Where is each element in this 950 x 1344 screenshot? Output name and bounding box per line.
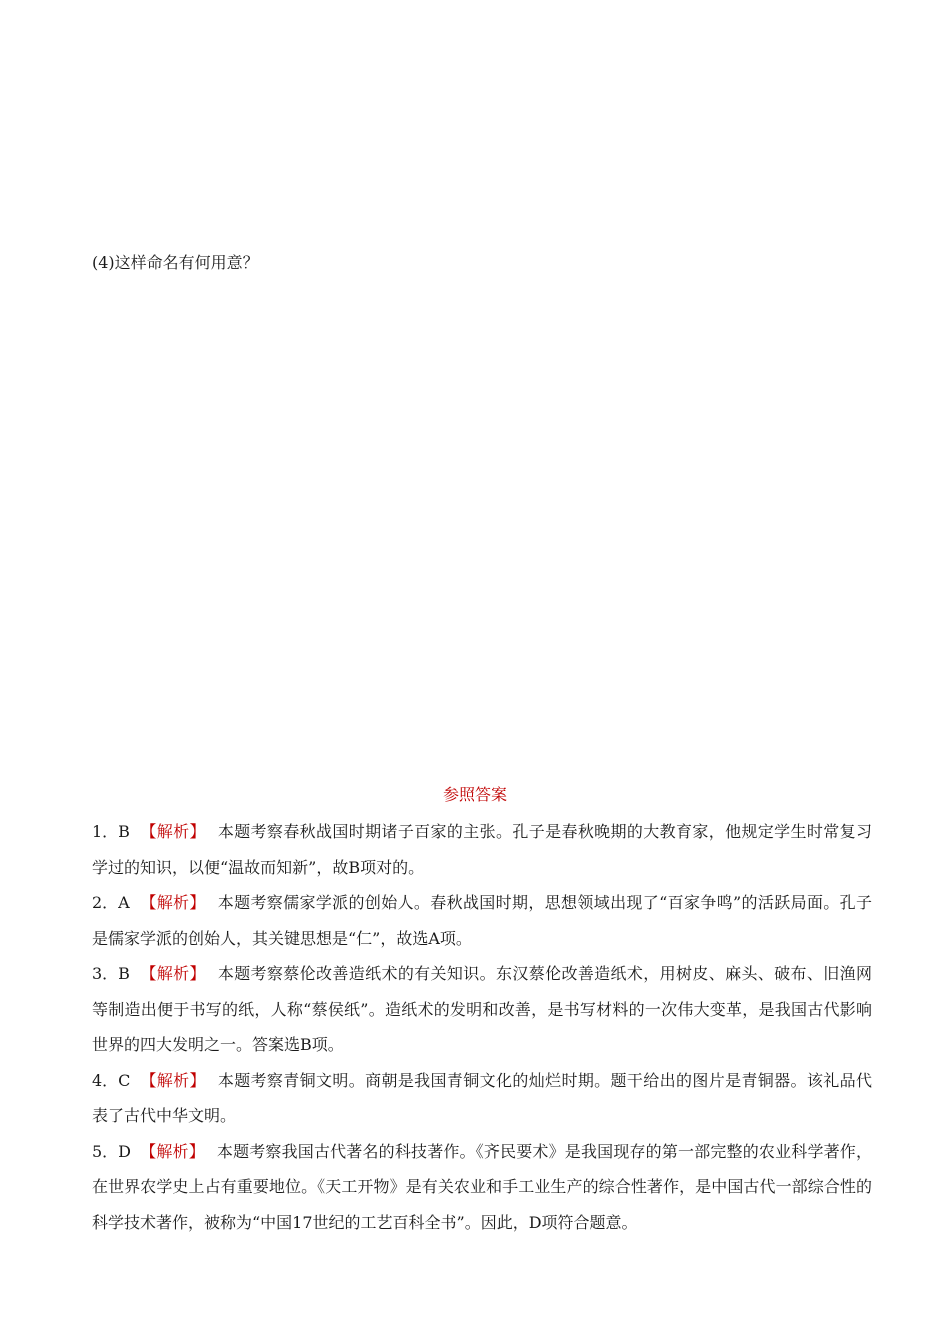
answer-number: 3．B [92, 964, 130, 983]
answer-item [92, 814, 872, 885]
answer-item [92, 956, 872, 1063]
analysis-tag: 【解析】 [140, 1070, 206, 1090]
answer-text: 本题考察青铜文明。商朝是我国青铜文化的灿烂时期。题干给出的图片是青铜器。该礼品代表了古代中华文明。 [92, 1070, 872, 1125]
answer-text: 本题考察儒家学派的创始人。春秋战国时期，思想领域出现了“百家争鸣”的活跃局面。孔子是儒家学派的创始人，其关键思想是“仁”，故选A项。 [92, 893, 872, 948]
answer-text: 本题考察春秋战国时期诸子百家的主张。孔子是春秋晚期的大教育家，他规定学生时常复习学过的知识，以便“温故而知新”，故B项对的。 [92, 822, 872, 877]
analysis-tag: 【解析】 [140, 1141, 205, 1161]
answer-number: 5．D [92, 1141, 132, 1161]
answer-item [92, 885, 872, 956]
answer-number: 2．A [92, 893, 130, 912]
question-4: (4)这样命名有何用意？ [92, 253, 259, 272]
answer-text: 本题考察蔡伦改善造纸术的有关知识。东汉蔡伦改善造纸术，用树皮、麻头、破布、旧渔网等制造出便于书写的纸，人称“蔡侯纸”。造纸术的发明和改善，是书写材料的一次伟大变革，是我国古代影响世界的四大发明之一。答案选B项。 [92, 964, 872, 1054]
answer-number: 4．C [92, 1070, 131, 1090]
answers-title: 参照答案 [442, 785, 507, 804]
answer-list [92, 814, 872, 1240]
answer-item [92, 1134, 872, 1241]
answer-text: 本题考察我国古代著名的科技著作。《齐民要术》是我国现存的第一部完整的农业科学著作，在世界农学史上占有重要地位。《天工开物》是有关农业和手工业生产的综合性著作，是中国古代一部综合性的科学技术著作，被称为“中国17世纪的工艺百科全书”。因此，D项符合题意。 [92, 1141, 872, 1232]
analysis-tag: 【解析】 [140, 822, 206, 841]
analysis-tag: 【解析】 [140, 964, 206, 983]
answer-item [92, 1063, 872, 1134]
answer-number: 1．B [92, 822, 130, 841]
analysis-tag: 【解析】 [140, 893, 206, 912]
